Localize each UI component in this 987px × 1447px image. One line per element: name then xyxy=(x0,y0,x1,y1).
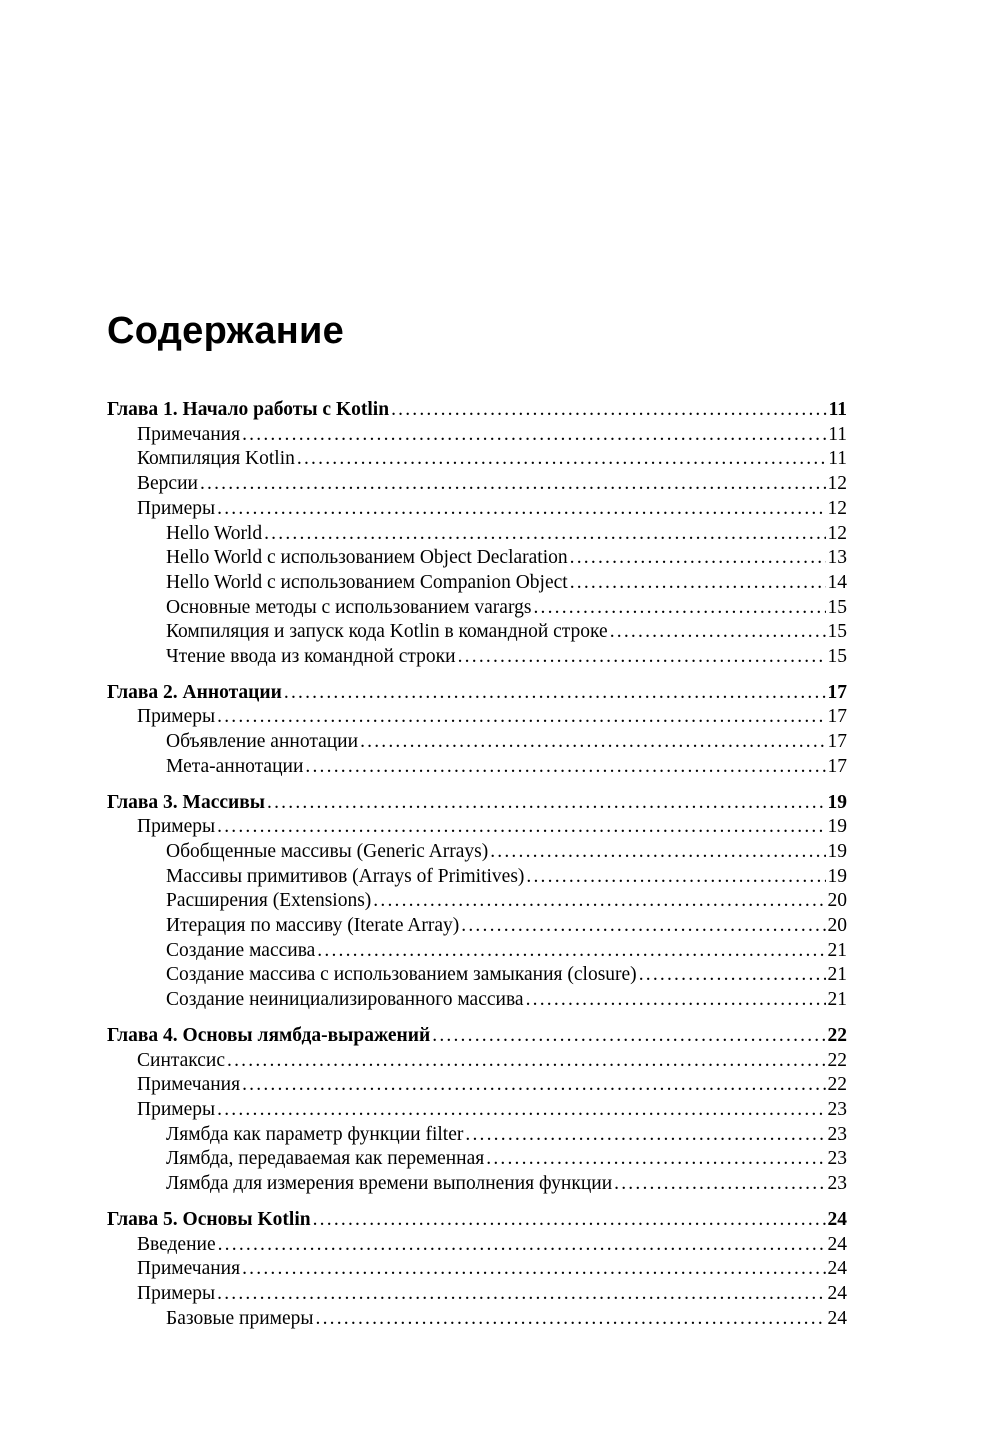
toc-entry-text: Введение xyxy=(137,1233,216,1255)
toc-entry-page: 21 xyxy=(827,989,847,1011)
toc-entry-text: Создание неинициализированного массива xyxy=(166,989,524,1011)
toc-entry xyxy=(107,645,847,670)
dot-leader xyxy=(240,423,826,448)
dot-leader xyxy=(265,791,825,816)
toc-entry xyxy=(107,546,847,571)
dot-leader xyxy=(456,645,826,670)
toc-entry-text: Чтение ввода из командной строки xyxy=(166,646,456,668)
toc-entry xyxy=(107,398,847,423)
toc-entry-text: Примеры xyxy=(137,816,216,838)
dot-leader xyxy=(315,939,825,964)
toc-entry xyxy=(107,730,847,755)
toc-entry-page: 24 xyxy=(827,1282,847,1304)
toc-entry-text: Итерация по массиву (Iterate Array) xyxy=(166,915,460,937)
toc-entry-page: 23 xyxy=(827,1123,847,1145)
toc-entry-page: 24 xyxy=(827,1233,847,1255)
page-title: Содержание xyxy=(107,310,345,352)
toc-entry-page: 19 xyxy=(827,816,847,838)
dot-leader xyxy=(314,1307,826,1332)
toc-entry xyxy=(107,1098,847,1123)
toc-entry xyxy=(107,1172,847,1197)
toc-entry-page: 23 xyxy=(827,1173,847,1195)
toc-entry-text: Лямбда, передаваемая как переменная xyxy=(166,1148,485,1170)
toc-entry xyxy=(107,497,847,522)
toc-entry-page: 21 xyxy=(827,939,847,961)
toc-entry-page: 22 xyxy=(827,1024,847,1046)
toc-entry xyxy=(107,1233,847,1258)
toc-entry-page: 19 xyxy=(827,791,847,813)
dot-leader xyxy=(637,963,826,988)
dot-leader xyxy=(215,705,825,730)
toc-entry xyxy=(107,472,847,497)
toc-entry-page: 20 xyxy=(827,890,847,912)
toc-entry-page: 23 xyxy=(827,1148,847,1170)
toc-entry-page: 12 xyxy=(827,473,847,495)
toc-entry-text: Лямбда для измерения времени выполнения функции xyxy=(166,1173,613,1195)
toc-entry-text: Примечания xyxy=(137,1258,241,1280)
toc-entry xyxy=(107,865,847,890)
toc-entry xyxy=(107,596,847,621)
toc-entry-page: 14 xyxy=(827,571,847,593)
dot-leader xyxy=(216,1233,826,1258)
toc-entry-page: 19 xyxy=(827,840,847,862)
dot-leader xyxy=(303,755,825,780)
toc-entry-page: 17 xyxy=(827,681,847,703)
dot-leader xyxy=(568,571,826,596)
dot-leader xyxy=(215,497,825,522)
toc-entry xyxy=(107,963,847,988)
dot-leader xyxy=(459,914,825,939)
toc-entry-page: 23 xyxy=(827,1098,847,1120)
toc-entry xyxy=(107,1024,847,1049)
toc-entry-text: Глава 1. Начало работы с Kotlin xyxy=(107,399,390,420)
toc-entry-text: Массивы примитивов (Arrays of Primitives) xyxy=(166,865,525,887)
toc-entry-text: Глава 3. Массивы xyxy=(107,791,266,813)
dot-leader xyxy=(389,398,827,423)
dot-leader xyxy=(282,681,826,706)
toc-entry-text: Компиляция Kotlin xyxy=(137,448,295,470)
toc-entry-page: 11 xyxy=(828,448,847,470)
toc-entry-text: Примеры xyxy=(137,706,216,728)
toc-entry-text: Мета-аннотации xyxy=(166,755,304,777)
toc-entry xyxy=(107,889,847,914)
toc-entry-text: Объявление аннотации xyxy=(166,731,359,753)
toc-entry-page: 15 xyxy=(827,621,847,643)
toc-entry xyxy=(107,1257,847,1282)
toc-entry-page: 19 xyxy=(827,865,847,887)
toc-entry-text: Лямбда как параметр функции filter xyxy=(166,1123,464,1145)
toc-entry xyxy=(107,755,847,780)
toc-entry-text: Обобщенные массивы (Generic Arrays) xyxy=(166,840,489,862)
dot-leader xyxy=(484,1147,825,1172)
toc-entry xyxy=(107,815,847,840)
toc-entry xyxy=(107,522,847,547)
dot-leader xyxy=(371,889,825,914)
toc-entry-page: 12 xyxy=(827,522,847,544)
toc-entry-text: Примечания xyxy=(137,423,241,445)
toc-entry-text: Глава 2. Аннотации xyxy=(107,681,282,703)
toc-entry-page: 24 xyxy=(827,1307,847,1329)
toc-entry xyxy=(107,1208,847,1233)
dot-leader xyxy=(488,840,825,865)
toc-entry-page: 20 xyxy=(827,915,847,937)
toc-entry-text: Базовые примеры xyxy=(166,1307,314,1329)
dot-leader xyxy=(225,1049,825,1074)
toc-entry xyxy=(107,681,847,706)
toc-entry-page: 17 xyxy=(827,755,847,777)
dot-leader xyxy=(240,1257,825,1282)
dot-leader xyxy=(358,730,825,755)
toc-entry-text: Глава 4. Основы лямбда-выражений xyxy=(107,1024,431,1046)
dot-leader xyxy=(612,1172,825,1197)
dot-leader xyxy=(568,546,826,571)
toc-entry xyxy=(107,1307,847,1332)
dot-leader xyxy=(524,988,826,1013)
toc-entry-text: Синтаксис xyxy=(137,1049,226,1071)
dot-leader xyxy=(295,447,826,472)
dot-leader xyxy=(430,1024,825,1049)
toc-entry-text: Основные методы с использованием varargs xyxy=(166,596,532,618)
toc-entry-page: 15 xyxy=(827,646,847,668)
toc-entry-text: Версии xyxy=(137,473,198,495)
toc-entry xyxy=(107,620,847,645)
toc-entry xyxy=(107,939,847,964)
toc-entry-page: 17 xyxy=(827,706,847,728)
toc-entry xyxy=(107,840,847,865)
toc-entry xyxy=(107,1147,847,1172)
toc-entry-page: 24 xyxy=(827,1258,847,1280)
toc-entry-page: 22 xyxy=(827,1049,847,1071)
toc-entry-text: Создание массива xyxy=(166,939,316,961)
toc-entry-text: Hello World с использованием Object Declaration xyxy=(166,547,568,569)
toc-entry-page: 21 xyxy=(827,964,847,986)
toc-entry xyxy=(107,1282,847,1307)
toc-entry xyxy=(107,791,847,816)
dot-leader xyxy=(463,1123,825,1148)
toc-entry xyxy=(107,423,847,448)
toc-entry-page: 15 xyxy=(827,596,847,618)
toc-entry-text: Hello World xyxy=(166,522,263,544)
dot-leader xyxy=(524,865,825,890)
toc-entry-page: 11 xyxy=(828,399,847,420)
toc-entry-text: Создание массива с использованием замыкания (closure) xyxy=(166,964,637,986)
dot-leader xyxy=(608,620,826,645)
toc-entry xyxy=(107,705,847,730)
dot-leader xyxy=(198,472,826,497)
toc-entry xyxy=(107,1123,847,1148)
toc-entry-page: 12 xyxy=(827,497,847,519)
dot-leader xyxy=(240,1073,825,1098)
toc-entry xyxy=(107,1073,847,1098)
dot-leader xyxy=(215,1098,825,1123)
toc-entry-page: 17 xyxy=(827,731,847,753)
toc-entry xyxy=(107,988,847,1013)
dot-leader xyxy=(215,815,825,840)
toc-entry-page: 11 xyxy=(828,423,847,445)
toc-entry xyxy=(107,1049,847,1074)
toc-entry-text: Глава 5. Основы Kotlin xyxy=(107,1208,311,1230)
toc-entry-text: Расширения (Extensions) xyxy=(166,890,372,912)
dot-leader xyxy=(215,1282,825,1307)
toc-entry-text: Hello World с использованием Companion Object xyxy=(166,571,568,593)
dot-leader xyxy=(531,596,825,621)
toc-entry-page: 24 xyxy=(827,1208,847,1230)
toc-entry-text: Примеры xyxy=(137,1282,216,1304)
toc-entry-text: Компиляция и запуск кода Kotlin в командной строке xyxy=(166,621,608,643)
toc-entry-text: Примечания xyxy=(137,1074,241,1096)
toc-entry-text: Примеры xyxy=(137,1098,216,1120)
toc-entry-text: Примеры xyxy=(137,497,216,519)
toc-entry xyxy=(107,571,847,596)
toc-list xyxy=(107,398,847,1331)
toc-entry xyxy=(107,447,847,472)
toc-entry xyxy=(107,914,847,939)
dot-leader xyxy=(311,1208,826,1233)
dot-leader xyxy=(262,522,825,547)
toc-entry-page: 13 xyxy=(827,547,847,569)
toc-entry-page: 22 xyxy=(827,1074,847,1096)
